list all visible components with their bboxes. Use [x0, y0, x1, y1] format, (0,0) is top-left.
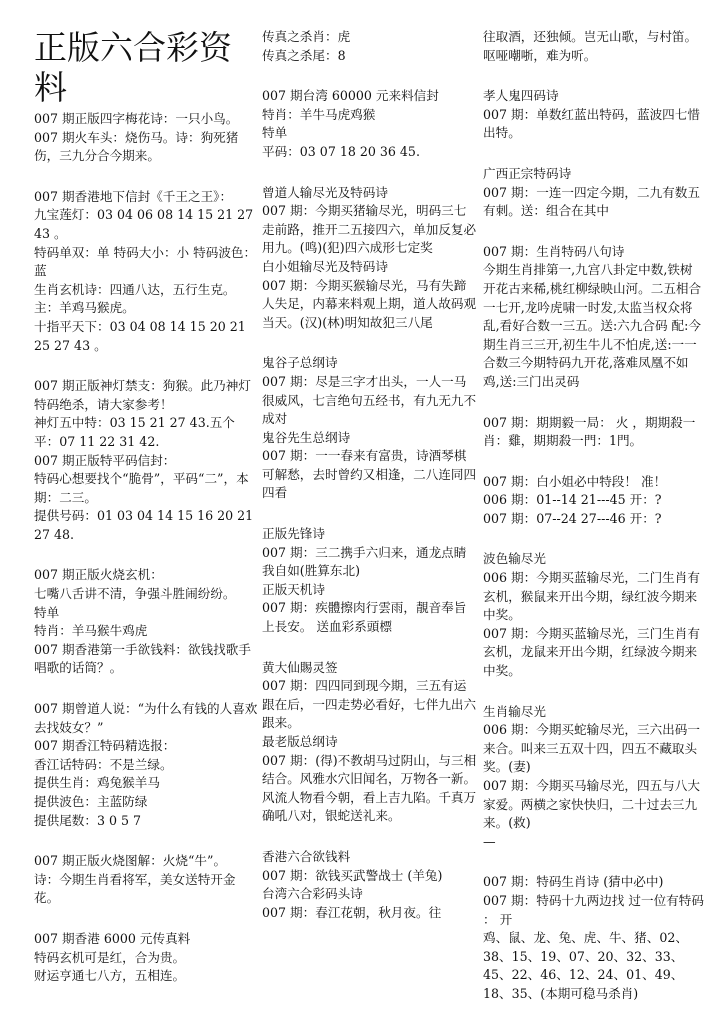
text-line: 九宝莲灯：03 04 06 08 14 15 21 27 43 。 — [34, 207, 254, 241]
col2-block — [262, 354, 478, 503]
col3-block — [483, 550, 705, 680]
text-line: 007 期：(得)不教胡马过阴山，与三相结合。风雅水穴旧闻名，万物各一新。风流人物看今朝，看上吉九陷。千真万确吼八对，银蛇送礼来。 — [262, 752, 477, 824]
text-line: 007 期：尽是三字才出头，一人一马很威风，七言绝句五经书，有九无九不成对 — [262, 373, 477, 427]
column-left — [34, 28, 258, 1008]
text-line: 香港六合欲钱料 — [262, 848, 351, 864]
col3-block — [483, 28, 705, 65]
text-line: 特肖：羊马猴牛鸡虎 — [34, 623, 148, 639]
text-line: 提供波色：主蓝防绿 — [34, 794, 148, 809]
column-right — [483, 28, 705, 1026]
col2-block — [262, 659, 478, 826]
text-line: 最老版总纲诗 — [262, 734, 338, 749]
text-line: 生肖玄机诗：四通八达，五行生克。主：羊鸡马猴虎。 — [34, 281, 236, 316]
text-line: 生肖输尽光 — [483, 703, 546, 719]
text-line: 007 期：今期买马输尽光，四五与八大家爱。两横之家快快归，二十过去三九来。(救) — [483, 778, 700, 831]
col3-block — [483, 703, 705, 852]
text-line: 007 期：特码生肖诗 (猜中必中) — [483, 874, 664, 890]
col3-block — [483, 87, 705, 143]
col2-block — [262, 848, 478, 922]
text-line: 提供生肖：鸡兔猴羊马 — [34, 775, 160, 791]
text-line: 特单 — [262, 125, 288, 141]
text-line: 007 期正版特平码信封： — [34, 452, 176, 468]
text-line: — — [483, 833, 496, 849]
text-line: 007 期香港第一手欲钱料：欲钱找歌手唱歌的话筒？。 — [34, 641, 251, 676]
text-line: 007 期：07--24 27---46 开：? — [483, 510, 662, 526]
text-line: 007 期正版火烧图解：火烧“牛”。 — [34, 853, 227, 869]
col1-block — [34, 188, 258, 355]
text-line: 007 期：生肖特码八句诗 — [483, 243, 625, 259]
text-line: 007 期：期期毅一局： 火 ，期期殺一肖：雞，期期殺一門：1門。 — [483, 414, 696, 449]
text-line: 007 期：单数红蓝出特码，蓝波四七惜出特。 — [483, 106, 700, 141]
text-line: 007 期正版火烧玄机： — [34, 567, 163, 583]
text-line: 007 期香港 6000 元传真料 — [34, 930, 191, 946]
text-line: 正版天机诗 — [262, 581, 325, 597]
text-line: 白小姐输尽光及特码诗 — [262, 258, 388, 274]
text-line: 鸡、鼠、龙、兔、虎、牛、猪、02、38、15、19、07、20、32、33、45、22、46、12、24、01、49、18、35、(本期可稳马杀肖) — [483, 930, 688, 1001]
col3-block — [483, 243, 705, 392]
text-line: 007 期正版神灯禁支：狗猴。此乃神灯特码绝杀，请大家参考！ — [34, 378, 251, 412]
text-line: 神灯五中特：03 15 21 27 43.五个平：07 11 22 31 42. — [34, 415, 235, 449]
text-line: 007 期：欲钱买武警战士 (羊兔) — [262, 867, 443, 883]
text-line: 007 期：今期买猴输尽光，马有失蹄人失足，内幕来料观上期，道人故码观当天。(汉)(林)明知故犯三八尾 — [262, 277, 477, 330]
text-line: 波色输尽光 — [483, 551, 546, 567]
text-line: 财运亨通七八方，五相连。 — [34, 968, 186, 984]
text-line: 007 期：白小姐必中特段！ 准！ — [483, 473, 667, 489]
text-line: 提供号码：01 03 04 14 15 16 20 21 27 48. — [34, 508, 254, 542]
text-line: 往取酒，还独倾。岂无山歌，与村笛。呕哑嘲哳，难为听。 — [483, 29, 698, 63]
text-line: 007 期：一一春来有富贵，诗酒琴棋可解愁，去时曾约又相逢，二八连同四四看 — [262, 448, 477, 501]
text-line: 007 期：四四同到现今期，三五有运跟在后，一四走势必看好，七伴九出六跟来。 — [262, 678, 477, 731]
text-line: 鬼谷子总纲诗 — [262, 355, 338, 371]
text-line: 黄大仙賜灵签 — [262, 659, 338, 675]
text-line: 诗：今期生肖看将军，美女送特开金花。 — [34, 871, 236, 906]
text-line: 006 期：01--14 21---45 开：? — [483, 492, 662, 508]
column-middle — [262, 28, 478, 944]
text-line: 今期生肖排第一,九宫八卦定中数,铁树开花古来稀,桃红柳绿映山河。二五相合一七开,龙吟虎啸一时发,太监当权众将乱,看好合数一三五。送:六九合码 配:今期生肖三三开,初生牛儿不怕虎,送:一一合数三今期特码九开花,落难凤凰不如鸡,送:三门出灵码 — [483, 262, 702, 389]
text-line: 七嘴八舌讲不清，争强斗胜闹纷纷。 — [34, 586, 236, 602]
text-line: 007 期香港地下信封《千王之王》： — [34, 188, 233, 204]
col1-blocks — [34, 110, 258, 986]
col1-block — [34, 110, 258, 166]
text-line: 特码单双：单 特码大小：小 特码波色：蓝 — [34, 244, 257, 279]
text-line: 平码：03 07 18 20 36 45. — [262, 143, 420, 159]
col1-block — [34, 852, 258, 908]
col1-block — [34, 930, 258, 986]
text-line: 特单 — [34, 604, 60, 620]
text-line: 特码玄机可是红，合为贵。 — [34, 949, 186, 965]
text-line: 007 期正版四字梅花诗：一只小鸟。 — [34, 111, 239, 126]
page-title: 正版六合彩资料 — [34, 28, 232, 107]
text-line: 广西正宗特码诗 — [483, 165, 572, 181]
text-line: 台湾六合彩码头诗 — [262, 886, 363, 902]
text-line: 提供尾数：3 0 5 7 — [34, 812, 142, 828]
text-line: 007 期：一连一四定今期，二九有数五有刺。送：组合在其中 — [483, 184, 700, 219]
col2-block — [262, 87, 478, 161]
text-line: 曾道人输尽光及特码诗 — [262, 184, 388, 200]
col2-block — [262, 28, 478, 65]
text-line: 十指平天下：03 04 08 14 15 20 21 25 27 43 。 — [34, 318, 246, 353]
text-line: 006 期：今期买蓝输尽光，二门生肖有玄机，猴鼠来开出今期，绿红波今期来中奖。 — [483, 570, 700, 623]
text-line: 007 期火车头：烧伤马。诗：狗死猪伤，三九分合今期来。 — [34, 129, 239, 164]
text-line: 传真之杀尾：8 — [262, 47, 346, 63]
text-line: 007 期：特码十九两边找 过一位有特码 ： 开 — [483, 892, 704, 927]
col1-block — [34, 700, 258, 830]
text-line: 007 期：今期买蓝输尽光，三门生肖有玄机，龙鼠来开出今期，红绿波今期来中奖。 — [483, 625, 700, 679]
col3-block — [483, 165, 705, 221]
text-line: 007 期：春江花朝，秋月夜。往 — [262, 904, 442, 920]
text-line: 007 期：疾體擦肉行雲雨，靚音奉旨上長安。 送血彩系頭標 — [262, 600, 467, 635]
text-line: 传真之杀肖：虎 — [262, 29, 351, 44]
col2-block — [262, 525, 478, 637]
text-line: 鬼谷先生总纲诗 — [262, 429, 351, 445]
text-line: 007 期：今期买猪输尽光，明码三七走前路，推开二五接四六，单加反复必用九。(鸣)(犯)四六成形七定奖 — [262, 203, 477, 256]
col3-block — [483, 473, 705, 529]
text-line: 007 期香江特码精选报： — [34, 738, 176, 754]
text-line: 007 期曾道人说：“为什么有钱的人喜欢去找妓女？” — [34, 701, 258, 735]
text-line: 香江话特码：不是兰绿。 — [34, 756, 173, 772]
col1-block — [34, 377, 258, 544]
text-line: 特肖：羊牛马虎鸡猴 — [262, 106, 376, 122]
text-line: 006 期：今期买蛇输尽光，三六出码一来合。叫来三五双十四，四五不藏取头奖。(妻) — [483, 722, 700, 775]
col3-block — [483, 873, 705, 1003]
text-line: 孝人鬼四码诗 — [483, 88, 559, 104]
text-line: 007 期：三二携手六归来，通龙点睛我自如(胜算东北) — [262, 544, 467, 579]
col1-block — [34, 566, 258, 678]
col2-block — [262, 184, 478, 333]
text-line: 007 期台湾 60000 元来料信封 — [262, 88, 439, 104]
text-line: 正版先锋诗 — [262, 526, 325, 542]
col3-block — [483, 414, 705, 451]
text-line: 特码心想要找个“脆骨”，平码“二”，本期：二三。 — [34, 471, 249, 505]
